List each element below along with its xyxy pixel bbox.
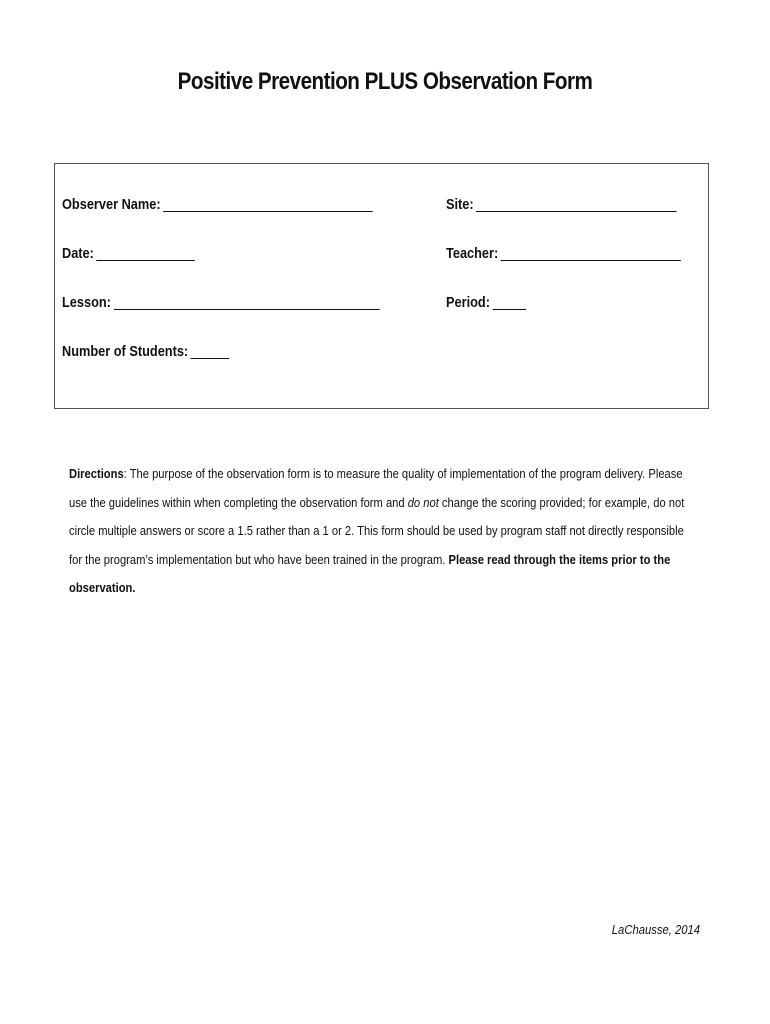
directions-separator: : [123,466,127,481]
directions-bold-instruction: Please read through the items prior to the observation. [69,551,671,595]
period-label: Period: [446,295,490,311]
observer-name-label: Observer Name: [62,197,161,213]
directions-emphasis: do not [407,494,439,510]
date-field[interactable] [62,246,195,262]
observer-name-line[interactable] [163,197,372,212]
period-line[interactable] [493,295,526,310]
teacher-label: Teacher: [446,246,499,262]
site-label: Site: [446,197,474,213]
number-of-students-label: Number of Students: [62,344,189,360]
site-field[interactable] [446,197,677,213]
directions-label: Directions [69,466,124,481]
directions-text-part2: change the scoring provided; for example, do not circle multiple answers or score a 1.5 rather than a 1 or 2. This form should be used by program staff not directly responsible for the program’s implementation but who have been trained in the program. [69,494,685,567]
number-of-students-field[interactable] [62,344,230,360]
lesson-field[interactable] [62,295,379,311]
teacher-field[interactable] [446,246,681,262]
number-of-students-line[interactable] [191,344,230,359]
directions-paragraph [69,460,688,603]
period-field[interactable] [446,295,526,311]
teacher-line[interactable] [501,246,681,261]
date-label: Date: [62,246,94,262]
site-line[interactable] [476,197,677,212]
footer-credit: LaChausse, 2014 [611,923,700,937]
date-line[interactable] [97,246,196,261]
page-title: Positive Prevention PLUS Observation Form [177,68,593,95]
observer-name-field[interactable] [62,197,373,213]
lesson-label: Lesson: [62,295,111,311]
directions-text-part1: The purpose of the observation form is to measure the quality of implementation of the program delivery. Please use the guidelines within when completing the observation form and [69,466,683,510]
lesson-line[interactable] [114,295,380,310]
